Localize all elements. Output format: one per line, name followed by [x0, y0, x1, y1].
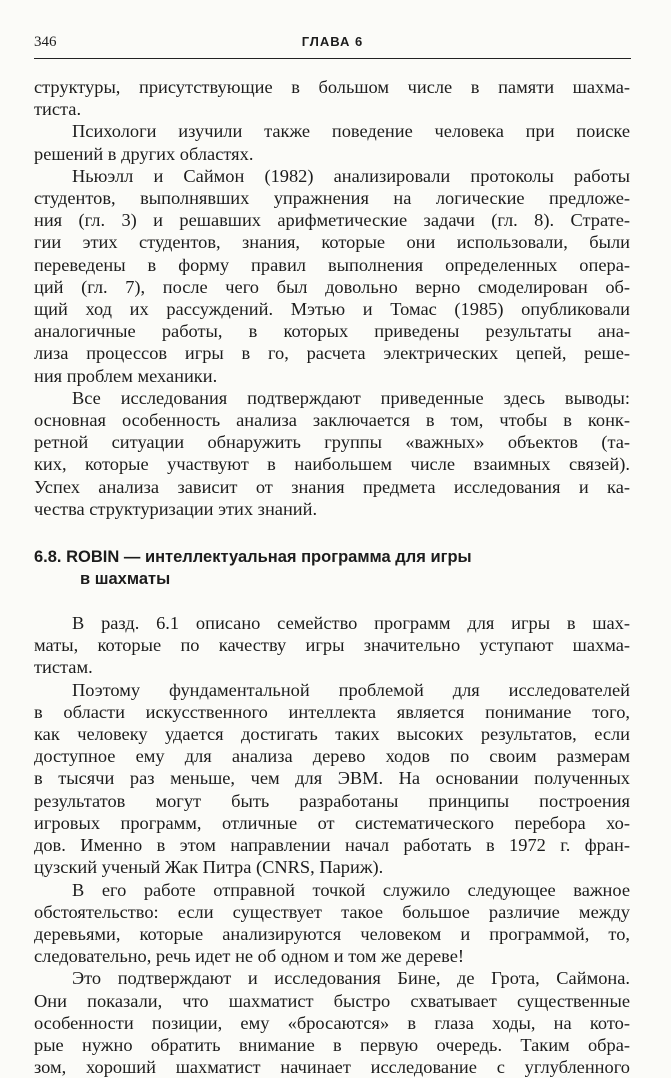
text-line: Все исследования подтверждают приведенные здесь выводы:: [72, 387, 630, 408]
text-line: рые нужно обратить внимание в первую очередь. Таким обра-: [34, 1034, 630, 1055]
text-line: дов. Именно в этом направлении начал работать в 1972 г. фран-: [34, 835, 630, 856]
page-number: 346: [34, 34, 57, 50]
text-line: ния (гл. 3) и решавших арифметические задачи (гл. 8). Страте-: [34, 210, 630, 231]
section-heading-line-1: 6.8. ROBIN — интеллектуальная программа для игры: [34, 548, 472, 567]
text-line: ций (гл. 7), после чего был довольно верно смоделирован об-: [34, 276, 630, 297]
text-line: деревьями, которые анализируются человеком и программой, то,: [34, 923, 630, 944]
text-line: маты, которые по качеству игры значительно уступают шахма-: [34, 635, 630, 656]
text-line: чества структуризации этих знаний.: [34, 498, 318, 519]
text-line: Они показали, что шахматист быстро схватывает существенные: [34, 990, 630, 1011]
text-line: Психологи изучили также поведение человека при поиске: [72, 121, 630, 142]
section-heading-line-2: в шахматы: [80, 570, 171, 589]
running-header: [34, 34, 631, 59]
text-line: доступное ему для анализа дерево ходов по своим размерам: [34, 746, 630, 767]
text-line: гии этих студентов, знания, которые они использовали, были: [34, 232, 630, 253]
text-line: аналогичные работы, в которых приведены результаты ана-: [34, 321, 630, 342]
text-line: Это подтверждают и исследования Бине, де Грота, Саймона.: [72, 968, 630, 989]
text-line: особенности позиции, ему «бросаются» в глаза ходы, на кото-: [34, 1012, 630, 1033]
text-line: в тысячи раз меньше, чем для ЭВМ. На основании полученных: [34, 768, 630, 789]
text-line: В его работе отправной точкой служило следующее важное: [72, 879, 630, 900]
text-line: результатов могут быть разработаны принципы построения: [34, 790, 630, 811]
page-body: [34, 76, 630, 1078]
text-line: ния проблем механики.: [34, 365, 218, 386]
text-line: игровых программ, отличные от систематического перебора хо-: [34, 812, 630, 833]
text-line: основная особенность анализа заключается в том, чтобы в конк-: [34, 410, 630, 431]
text-line: тиста.: [34, 99, 82, 120]
text-line: цузский ученый Жак Питра (CNRS, Париж).: [34, 857, 384, 878]
text-line: Поэтому фундаментальной проблемой для исследователей: [72, 679, 630, 700]
section-heading: [34, 546, 630, 590]
text-block-after: [34, 612, 630, 1078]
text-block-before: [34, 76, 630, 520]
text-line: в области искусственного интеллекта является понимание того,: [34, 701, 630, 722]
text-line: щий ход их рассуждений. Мэтью и Томас (1985) опубликовали: [34, 299, 630, 320]
text-line: обстоятельство: если существует такое большое различие между: [34, 901, 630, 922]
text-line: ких, которые участвуют в наибольшем числе взаимных связей).: [34, 454, 630, 475]
text-line: Успех анализа зависит от знания предмета исследования и ка-: [34, 476, 630, 497]
text-line: лиза процессов игры в го, расчета электрических цепей, реше-: [34, 343, 630, 364]
text-line: В разд. 6.1 описано семейство программ для игры в шах-: [72, 613, 630, 634]
chapter-title: ГЛАВА 6: [301, 34, 364, 49]
text-line: решений в других областях.: [34, 143, 254, 164]
text-line: следовательно, речь идет не об одном и том же дереве!: [34, 946, 465, 967]
text-line: Ньюэлл и Саймон (1982) анализировали протоколы работы: [72, 165, 630, 186]
text-line: ретной ситуации обнаружить группы «важных» объектов (та-: [34, 432, 630, 453]
text-line: студентов, выполнявших упражнения на логические предложе-: [34, 188, 630, 209]
text-line: как человеку удается достигать таких высоких результатов, если: [34, 724, 630, 745]
text-line: зом, хороший шахматист начинает исследование с углубленного: [34, 1057, 630, 1078]
text-line: структуры, присутствующие в большом числе в памяти шахма-: [34, 77, 630, 97]
text-line: тистам.: [34, 657, 93, 678]
text-line: переведены в форму правил выполнения определенных опера-: [34, 254, 630, 275]
